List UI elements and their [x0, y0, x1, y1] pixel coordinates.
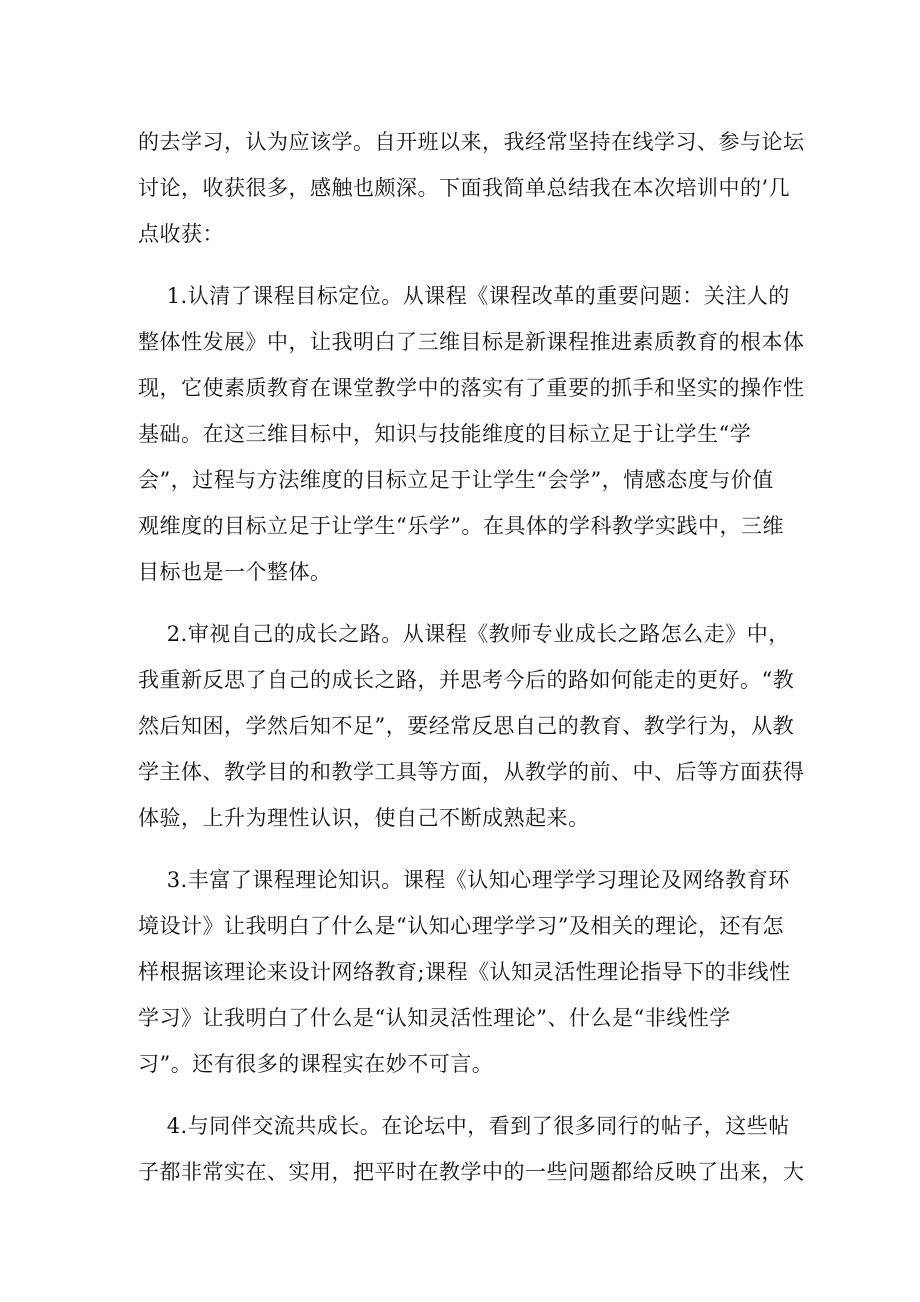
text-line: 现，它使素质教育在课堂教学中的落实有了重要的抓手和坚实的操作性 — [138, 376, 805, 400]
text-line: 习”。还有很多的课程实在妙不可言。 — [138, 1052, 494, 1076]
text-line: 1.认清了课程目标定位。从课程《课程改革的重要问题：关注人的 — [138, 284, 790, 308]
text-line: 讨论，收获很多，感触也颇深。下面我简单总结我在本次培训中的’几 — [138, 176, 791, 200]
text-line: 点收获： — [138, 222, 224, 246]
text-line: 整体性发展》中，让我明白了三维目标是新课程推进素质教育的根本体 — [138, 330, 805, 354]
text-line: 的去学习，认为应该学。自开班以来，我经常坚持在线学习、参与论坛 — [138, 130, 805, 154]
paragraph-2 — [138, 273, 805, 595]
text-line: 然后知困，学然后知不足”，要经常反思自己的教育、教学行为，从教 — [138, 714, 795, 738]
text-line: 4.与同伴交流共成长。在论坛中，看到了很多同行的帖子，这些帖 — [138, 1114, 790, 1138]
paragraph-3 — [138, 611, 805, 841]
document-body — [138, 119, 805, 1195]
text-line: 会”，过程与方法维度的目标立足于让学生“会学”，情感态度与价值 — [138, 468, 774, 492]
text-line: 3.丰富了课程理论知识。课程《认知心理学学习理论及网络教育环 — [138, 868, 790, 892]
text-line: 基础。在这三维目标中，知识与技能维度的目标立足于让学生“学 — [138, 422, 752, 446]
text-line: 我重新反思了自己的成长之路，并思考今后的路如何能走的更好。“教 — [138, 668, 795, 692]
text-line: 子都非常实在、实用，把平时在教学中的一些问题都给反映了出来，大 — [138, 1160, 805, 1184]
text-line: 观维度的目标立足于让学生“乐学”。在具体的学科教学实践中，三维 — [138, 514, 784, 538]
text-line: 体验，上升为理性认识，使自己不断成熟起来。 — [138, 806, 590, 830]
paragraph-5 — [138, 1103, 805, 1195]
paragraph-4 — [138, 857, 791, 1087]
text-line: 学习》让我明白了什么是“认知灵活性理论”、什么是“非线性学 — [138, 1006, 731, 1030]
text-line: 学主体、教学目的和教学工具等方面，从教学的前、中、后等方面获得 — [138, 760, 805, 784]
text-line: 样根据该理论来设计网络教育;课程《认知灵活性理论指导下的非线性 — [138, 960, 791, 984]
text-line: 目标也是一个整体。 — [138, 560, 332, 584]
text-line: 2.审视自己的成长之路。从课程《教师专业成长之路怎么走》中， — [138, 622, 790, 646]
text-line: 境设计》让我明白了什么是“认知心理学学习”及相关的理论，还有怎 — [138, 914, 784, 938]
paragraph-1 — [138, 119, 805, 257]
